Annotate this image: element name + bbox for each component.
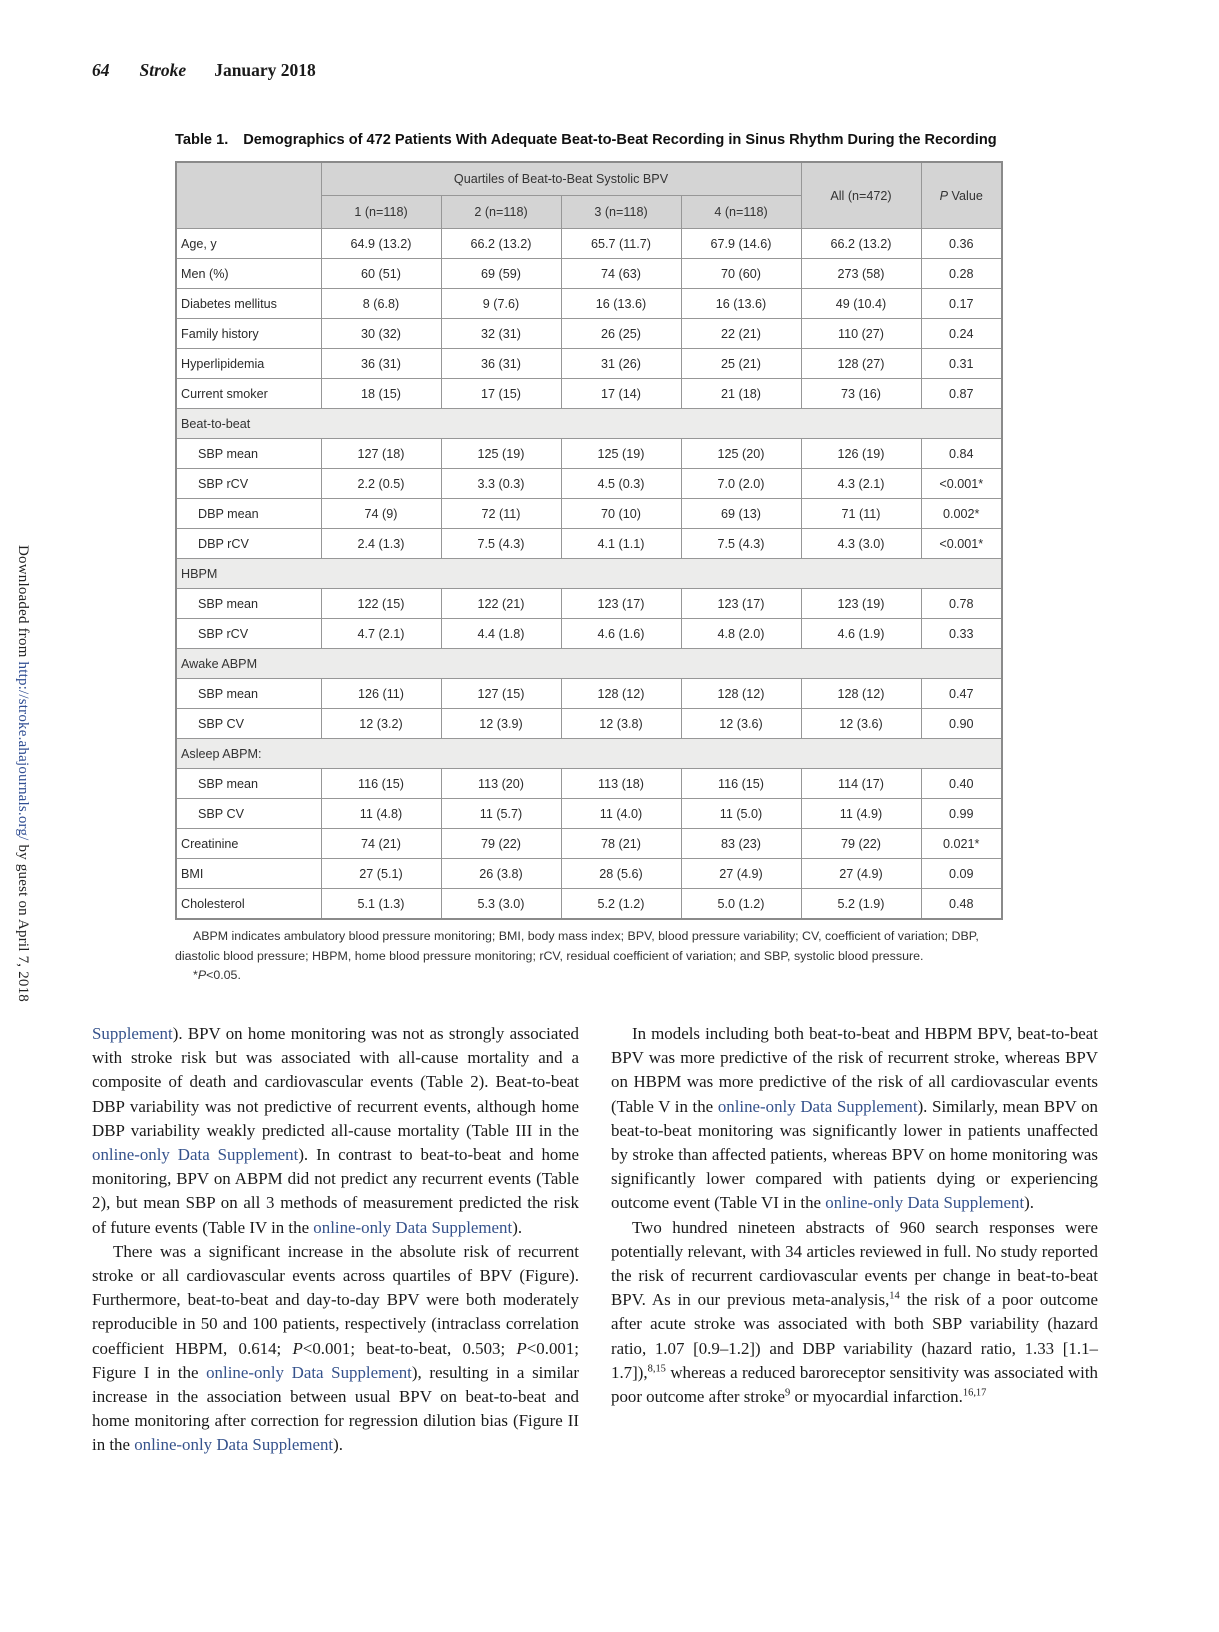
- table-cell: 125 (20): [681, 439, 801, 469]
- text-segment: There was a significant increase in the absolute risk of recurrent stroke or all cardiovascular events across quartiles of BPV (Figure). Furthermore, beat-to-beat and day-to-day BPV were both moderately reproducible in 50 and 100 patients, respectively (intraclass correlation coefficient HBPM, 0.614;: [92, 1241, 579, 1358]
- row-label: Cholesterol: [176, 889, 321, 920]
- table-cell: 17 (14): [561, 379, 681, 409]
- table-cell: 127 (15): [441, 679, 561, 709]
- issue-date: January 2018: [214, 60, 316, 80]
- table-cell: 70 (60): [681, 259, 801, 289]
- table-cell: 110 (27): [801, 319, 921, 349]
- table-row: [176, 439, 1002, 469]
- table-cell: 26 (25): [561, 319, 681, 349]
- table-cell: 4.7 (2.1): [321, 619, 441, 649]
- table-cell: 5.0 (1.2): [681, 889, 801, 920]
- table-cell: 123 (17): [681, 589, 801, 619]
- table-cell: 0.28: [921, 259, 1002, 289]
- table-cell: 7.0 (2.0): [681, 469, 801, 499]
- table-row: [176, 709, 1002, 739]
- body-paragraph: [92, 1022, 579, 1240]
- table-cell: 79 (22): [441, 829, 561, 859]
- text-segment: In models including both beat-to-beat and HBPM BPV, beat-to-beat BPV was more predictive of the risk of recurrent stroke, whereas BPV on HBPM was more predictive of the risk of all cardiovascular events (Table V in the: [611, 1024, 1098, 1116]
- table-cell: 21 (18): [681, 379, 801, 409]
- table-title-text: Demographics of 472 Patients With Adequate Beat-to-Beat Recording in Sinus Rhythm During the Recording: [243, 132, 997, 148]
- significance-note: [175, 966, 1001, 986]
- page-number: 64: [92, 60, 110, 80]
- table-cell: 4.4 (1.8): [441, 619, 561, 649]
- text-segment: P: [197, 968, 207, 983]
- table-cell: 4.1 (1.1): [561, 529, 681, 559]
- table-cell: 64.9 (13.2): [321, 229, 441, 259]
- table-cell: 0.87: [921, 379, 1002, 409]
- table-cell: 2.4 (1.3): [321, 529, 441, 559]
- row-label: Creatinine: [176, 829, 321, 859]
- abbreviations-note: [175, 927, 1001, 966]
- table-row: [176, 499, 1002, 529]
- text-segment: ).: [1024, 1193, 1035, 1213]
- table-cell: 71 (11): [801, 499, 921, 529]
- table-cell: 0.99: [921, 799, 1002, 829]
- table-cell: 12 (3.2): [321, 709, 441, 739]
- supplement-link[interactable]: online-only Data Supplement: [92, 1145, 299, 1165]
- table-cell: 7.5 (4.3): [441, 529, 561, 559]
- table-cell: 125 (19): [561, 439, 681, 469]
- table-cell: 70 (10): [561, 499, 681, 529]
- quartile-1-header: 1 (n=118): [321, 196, 441, 229]
- table-section-row: [176, 559, 1002, 589]
- table-cell: <0.001*: [921, 469, 1002, 499]
- row-label: SBP CV: [176, 709, 321, 739]
- p-value-column-header: [921, 162, 1002, 229]
- text-segment: or myocardial infarction.: [790, 1387, 963, 1407]
- table-cell: 16 (13.6): [681, 289, 801, 319]
- body-paragraph: [611, 1022, 1098, 1216]
- table-cell: 60 (51): [321, 259, 441, 289]
- table-cell: <0.001*: [921, 529, 1002, 559]
- table-cell: 31 (26): [561, 349, 681, 379]
- table-cell: 12 (3.8): [561, 709, 681, 739]
- row-label: Family history: [176, 319, 321, 349]
- table-row: [176, 229, 1002, 259]
- empty-corner-cell: [176, 162, 321, 229]
- table-row: [176, 289, 1002, 319]
- table-cell: 32 (31): [441, 319, 561, 349]
- table-cell: 123 (19): [801, 589, 921, 619]
- table-cell: 65.7 (11.7): [561, 229, 681, 259]
- table-row: [176, 379, 1002, 409]
- table-row: [176, 829, 1002, 859]
- table-row: [176, 319, 1002, 349]
- row-label: SBP rCV: [176, 469, 321, 499]
- row-label: SBP mean: [176, 439, 321, 469]
- table-cell: 74 (9): [321, 499, 441, 529]
- text-segment: by guest on April 7, 2018: [15, 840, 31, 1002]
- table-cell: 11 (5.7): [441, 799, 561, 829]
- table-row: [176, 259, 1002, 289]
- table-cell: 4.6 (1.6): [561, 619, 681, 649]
- supplement-link[interactable]: online-only Data Supplement: [206, 1362, 412, 1382]
- table-cell: 74 (21): [321, 829, 441, 859]
- body-paragraph: [611, 1216, 1098, 1410]
- table-cell: 123 (17): [561, 589, 681, 619]
- table-cell: 0.47: [921, 679, 1002, 709]
- table-cell: 66.2 (13.2): [441, 229, 561, 259]
- table-cell: 22 (21): [681, 319, 801, 349]
- table-cell: 83 (23): [681, 829, 801, 859]
- row-label: SBP CV: [176, 799, 321, 829]
- text-segment: Value: [948, 188, 983, 203]
- text-segment: P: [939, 188, 949, 203]
- table-cell: 128 (12): [681, 679, 801, 709]
- table-1-block: [175, 131, 1001, 986]
- table-cell: 128 (12): [561, 679, 681, 709]
- table-cell: 78 (21): [561, 829, 681, 859]
- row-label: SBP mean: [176, 679, 321, 709]
- table-cell: 113 (20): [441, 769, 561, 799]
- row-label: Hyperlipidemia: [176, 349, 321, 379]
- table-cell: 74 (63): [561, 259, 681, 289]
- table-body: [176, 229, 1002, 920]
- table-cell: 5.3 (3.0): [441, 889, 561, 920]
- table-cell: 4.3 (2.1): [801, 469, 921, 499]
- supplement-link[interactable]: online-only Data Supplement: [134, 1435, 334, 1455]
- text-segment: Two hundred nineteen abstracts of 960 search responses were potentially relevant, with 34 articles reviewed in full. No study reported the risk of recurrent cardiovascular events per change in beat-to-beat BPV. As in our previous meta-analysis,: [611, 1217, 1098, 1310]
- table-cell: 0.17: [921, 289, 1002, 319]
- running-head: [92, 60, 316, 81]
- table-number-label: Table 1.: [175, 132, 229, 148]
- table-cell: 69 (59): [441, 259, 561, 289]
- quartiles-span-header: Quartiles of Beat-to-Beat Systolic BPV: [321, 162, 801, 196]
- table-title: [175, 131, 997, 150]
- table-cell: 16 (13.6): [561, 289, 681, 319]
- table-cell: 8 (6.8): [321, 289, 441, 319]
- table-cell: 79 (22): [801, 829, 921, 859]
- row-label: Diabetes mellitus: [176, 289, 321, 319]
- body-paragraph: [92, 1240, 579, 1458]
- table-cell: 0.36: [921, 229, 1002, 259]
- table-cell: 0.48: [921, 889, 1002, 920]
- row-label: SBP rCV: [176, 619, 321, 649]
- table-section-row: [176, 649, 1002, 679]
- text-segment: the risk of a poor outcome after acute stroke was associated with both SBP variability (hazard ratio, 1.07 [0.9–1.2]) and DBP variability (hazard ratio, 1.33 [1.1–1.7]),: [611, 1290, 1098, 1382]
- quartile-3-header: 3 (n=118): [561, 196, 681, 229]
- table-cell: 27 (4.9): [681, 859, 801, 889]
- supplement-link[interactable]: online-only Data Supplement: [313, 1217, 513, 1237]
- table-cell: 116 (15): [321, 769, 441, 799]
- table-cell: 27 (4.9): [801, 859, 921, 889]
- text-segment: ). Similarly, mean BPV on beat-to-beat monitoring was significantly lower in patients unaffected by stroke than affected patients, whereas BPV on home monitoring was significantly lower compared with patients dying or experiencing outcome event (Table VI in the: [611, 1096, 1098, 1213]
- table-section-row: [176, 409, 1002, 439]
- table-cell: 66.2 (13.2): [801, 229, 921, 259]
- table-row: [176, 769, 1002, 799]
- table-cell: 25 (21): [681, 349, 801, 379]
- table-cell: 122 (21): [441, 589, 561, 619]
- row-label: Age, y: [176, 229, 321, 259]
- table-cell: 36 (31): [321, 349, 441, 379]
- section-label: Asleep ABPM:: [176, 739, 1002, 769]
- table-section-row: [176, 739, 1002, 769]
- table-cell: 125 (19): [441, 439, 561, 469]
- table-row: [176, 859, 1002, 889]
- table-cell: 26 (3.8): [441, 859, 561, 889]
- table-cell: 0.24: [921, 319, 1002, 349]
- table-cell: 114 (17): [801, 769, 921, 799]
- text-segment: P: [516, 1338, 527, 1358]
- table-cell: 0.84: [921, 439, 1002, 469]
- table-cell: 4.6 (1.9): [801, 619, 921, 649]
- reference-superscript: 8,15: [647, 1363, 666, 1375]
- table-cell: 127 (18): [321, 439, 441, 469]
- table-cell: 18 (15): [321, 379, 441, 409]
- journal-name: Stroke: [139, 60, 187, 80]
- table-cell: 27 (5.1): [321, 859, 441, 889]
- table-cell: 4.5 (0.3): [561, 469, 681, 499]
- table-cell: 12 (3.9): [441, 709, 561, 739]
- body-text: [92, 1022, 1098, 1458]
- table-cell: 11 (4.0): [561, 799, 681, 829]
- row-label: BMI: [176, 859, 321, 889]
- table-cell: 0.40: [921, 769, 1002, 799]
- table-cell: 7.5 (4.3): [681, 529, 801, 559]
- text-segment: ).: [512, 1217, 523, 1237]
- table-row: [176, 799, 1002, 829]
- table-cell: 2.2 (0.5): [321, 469, 441, 499]
- table-cell: 12 (3.6): [801, 709, 921, 739]
- text-segment: <0.05.: [206, 968, 241, 983]
- text-segment: ). In contrast to beat-to-beat and home monitoring, BPV on ABPM did not predict any recurrent events (Table 2), but mean SBP on all 3 methods of measurement predicted the risk of future events (Table IV in the: [92, 1145, 579, 1237]
- table-cell: 11 (5.0): [681, 799, 801, 829]
- table-cell: 0.002*: [921, 499, 1002, 529]
- table-cell: 0.31: [921, 349, 1002, 379]
- table-cell: 0.78: [921, 589, 1002, 619]
- text-segment: whereas a reduced baroreceptor sensitivity was associated with poor outcome after stroke: [611, 1362, 1098, 1407]
- table-cell: 128 (27): [801, 349, 921, 379]
- table-footnote: [175, 927, 1001, 986]
- row-label: SBP mean: [176, 589, 321, 619]
- table-row: [176, 529, 1002, 559]
- table-cell: 73 (16): [801, 379, 921, 409]
- table-cell: 5.2 (1.2): [561, 889, 681, 920]
- table-cell: 126 (19): [801, 439, 921, 469]
- table-cell: 11 (4.9): [801, 799, 921, 829]
- text-segment: P: [292, 1338, 303, 1358]
- row-label: DBP rCV: [176, 529, 321, 559]
- table-cell: 11 (4.8): [321, 799, 441, 829]
- table-cell: 28 (5.6): [561, 859, 681, 889]
- text-segment: Downloaded from: [15, 545, 31, 662]
- text-segment: ABPM indicates ambulatory blood pressure monitoring; BMI, body mass index; BPV, blood pressure variability; CV, coefficient of variation; DBP, diastolic blood pressure; HBPM, home blood pressure monitoring; rCV, residual coefficient of variation; and SBP, systolic blood pressure.: [175, 929, 979, 963]
- row-label: SBP mean: [176, 769, 321, 799]
- row-label: DBP mean: [176, 499, 321, 529]
- text-segment: <0.001; beat-to-beat, 0.503;: [302, 1338, 517, 1358]
- section-label: Beat-to-beat: [176, 409, 1002, 439]
- table-cell: 69 (13): [681, 499, 801, 529]
- table-cell: 72 (11): [441, 499, 561, 529]
- text-segment: ).: [333, 1435, 343, 1455]
- quartile-2-header: 2 (n=118): [441, 196, 561, 229]
- table-cell: 126 (11): [321, 679, 441, 709]
- text-segment: <0.001; Figure I in the: [92, 1338, 579, 1382]
- supplement-link[interactable]: Supplement: [92, 1024, 173, 1043]
- text-segment: *: [193, 968, 198, 983]
- all-column-header: All (n=472): [801, 162, 921, 229]
- reference-superscript: 9: [785, 1387, 791, 1399]
- quartile-4-header: 4 (n=118): [681, 196, 801, 229]
- supplement-link[interactable]: http://stroke.ahajournals.org/: [15, 661, 31, 841]
- table-cell: 3.3 (0.3): [441, 469, 561, 499]
- row-label: Current smoker: [176, 379, 321, 409]
- table-cell: 49 (10.4): [801, 289, 921, 319]
- table-cell: 0.021*: [921, 829, 1002, 859]
- reference-superscript: 16,17: [962, 1387, 987, 1399]
- supplement-link[interactable]: online-only Data Supplement: [825, 1193, 1025, 1213]
- table-head: [176, 162, 1002, 229]
- table-cell: 116 (15): [681, 769, 801, 799]
- supplement-link[interactable]: online-only Data Supplement: [717, 1096, 918, 1116]
- table-row: [176, 889, 1002, 920]
- table-cell: 9 (7.6): [441, 289, 561, 319]
- table-row: [176, 349, 1002, 379]
- table-cell: 122 (15): [321, 589, 441, 619]
- left-column: [92, 1022, 579, 1458]
- table-cell: 5.1 (1.3): [321, 889, 441, 920]
- table-row: [176, 469, 1002, 499]
- table-cell: 0.33: [921, 619, 1002, 649]
- table-cell: 4.8 (2.0): [681, 619, 801, 649]
- table-cell: 67.9 (14.6): [681, 229, 801, 259]
- table-cell: 30 (32): [321, 319, 441, 349]
- row-label: Men (%): [176, 259, 321, 289]
- section-label: Awake ABPM: [176, 649, 1002, 679]
- table-cell: 128 (12): [801, 679, 921, 709]
- table-cell: 113 (18): [561, 769, 681, 799]
- section-label: HBPM: [176, 559, 1002, 589]
- text-segment: ). BPV on home monitoring was not as strongly associated with stroke risk but was associated with all-cause mortality and a composite of death and cardiovascular events (Table 2). Beat-to-beat DBP variability was not predictive of recurrent events, although home DBP variability weakly predicted all-cause mortality (Table III in the: [92, 1024, 579, 1140]
- table-cell: 0.09: [921, 859, 1002, 889]
- text-segment: ), resulting in a similar increase in the association between usual BPV on beat-to-beat and home monitoring after correction for regression dilution bias (Figure II in the: [92, 1362, 579, 1455]
- reference-superscript: 14: [889, 1290, 900, 1302]
- table-row: [176, 619, 1002, 649]
- table-cell: 0.90: [921, 709, 1002, 739]
- table-cell: 273 (58): [801, 259, 921, 289]
- table-row: [176, 679, 1002, 709]
- table-cell: 5.2 (1.9): [801, 889, 921, 920]
- table-cell: 12 (3.6): [681, 709, 801, 739]
- demographics-table: [175, 161, 1003, 920]
- table-cell: 17 (15): [441, 379, 561, 409]
- table-row: [176, 589, 1002, 619]
- table-cell: 36 (31): [441, 349, 561, 379]
- right-column: [611, 1022, 1098, 1458]
- download-watermark: [14, 545, 31, 1002]
- table-cell: 4.3 (3.0): [801, 529, 921, 559]
